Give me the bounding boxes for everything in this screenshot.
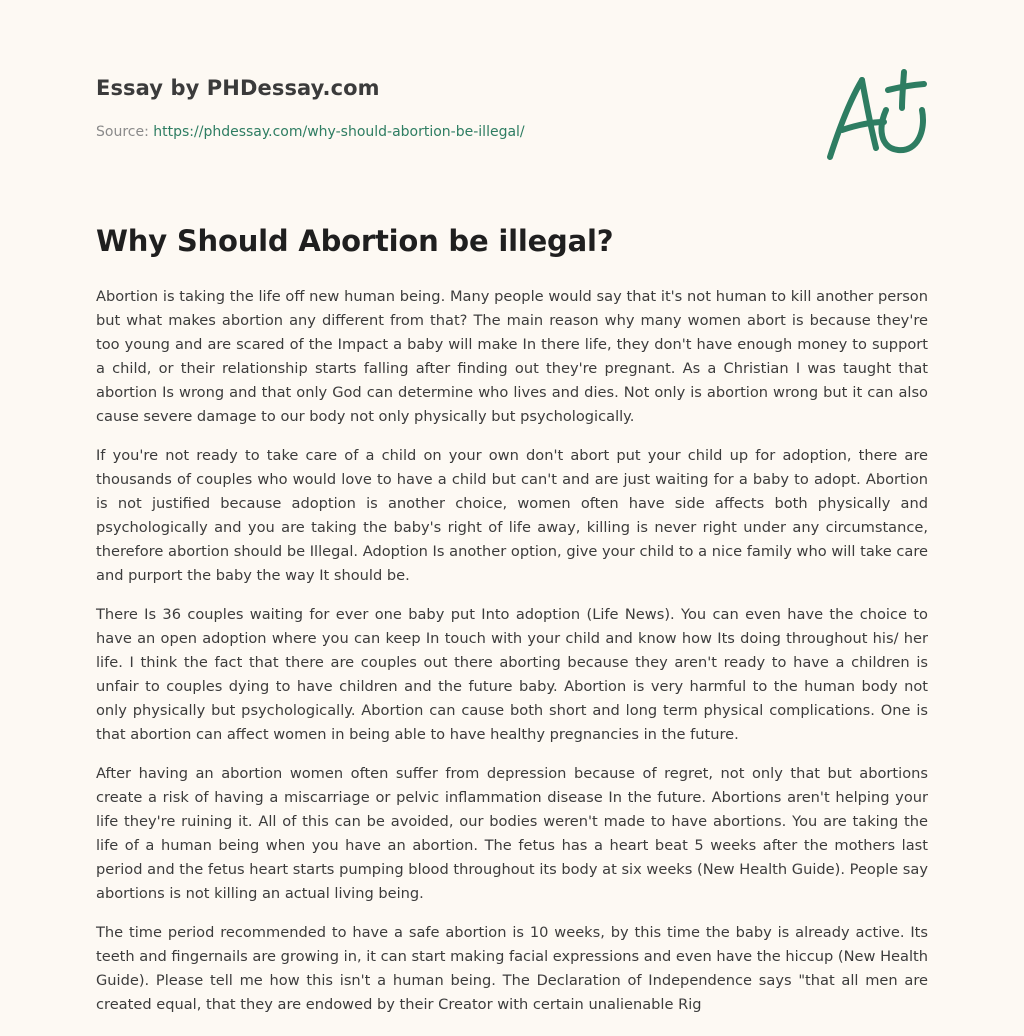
logo-plus-vertical [902,72,904,108]
source-label: Source: [96,124,154,140]
logo-a-crossbar [842,122,884,130]
essay-body [96,285,928,1032]
essay-paragraph: If you're not ready to take care of a child on your own don't abort put your child up for adoption, there are thousands of couples who would love to have a child but can't and are just waiting for a baby to adopt. Abortion is not justified because adoption is another choice, women often have side affects both physically and psychologically and you are taking the baby's right of life away, killing is never right under any circumstance, therefore abortion should be Illegal. Adoption Is another option, give your child to a nice family who will take care and purport the baby the way It should be. [96,447,928,584]
logo-a-right-stroke [862,80,876,148]
a-plus-grade-icon [818,64,930,168]
essay-title: Why Should Abortion be illegal? [96,224,614,258]
logo-swoosh [882,110,923,150]
essay-paragraph: After having an abortion women often suffer from depression because of regret, not only that but abortions create a risk of having a miscarriage or pelvic inflammation disease In the future. Abortions aren't helping your life they're ruining it. All of this can be avoided, our bodies weren't made to have abortions. You are taking the life of a human being when you have an abortion. The fetus has a heart beat 5 weeks after the mothers last period and the fetus heart starts pumping blood throughout its body at six weeks (New Health Guide). People say abortions is not killing an actual living being. [96,765,928,902]
site-brand: Essay by PHDessay.com [96,76,380,100]
logo-a-left-stroke [830,80,862,157]
essay-paragraph: There Is 36 couples waiting for ever one baby put Into adoption (Life News). You can even have the choice to have an open adoption where you can keep In touch with your child and know how Its doing throughout his/ her life. I think the fact that there are couples out there aborting because they aren't ready to have a children is unfair to couples dying to have children and the future baby. Abortion is very harmful to the human body not only physically but psychologically. Abortion can cause both short and long term physical complications. One is that abortion can affect women in being able to have healthy pregnancies in the future. [96,606,928,743]
source-line [96,124,525,140]
logo-plus-horizontal [888,84,924,90]
essay-paragraph: The time period recommended to have a safe abortion is 10 weeks, by this time the baby is already active. Its teeth and fingernails are growing in, it can start making facial expressions and even have the hiccup (New Health Guide). Please tell me how this isn't a human being. The Declaration of Independence says "that all men are created equal, that they are endowed by their Creator with certain unalienable Rig [96,924,928,1013]
essay-paragraph: Abortion is taking the life off new human being. Many people would say that it's not human to kill another person but what makes abortion any different from that? The main reason why many women abort is because they're too young and are scared of the Impact a baby will make In there life, they don't have enough money to support a child, or their relationship starts falling after finding out they're pregnant. As a Christian I was taught that abortion Is wrong and that only God can determine who lives and dies. Not only is abortion wrong but it can also cause severe damage to our body not only physically but psychologically. [96,288,928,425]
source-link[interactable]: https://phdessay.com/why-should-abortion-be-illegal/ [153,124,525,140]
